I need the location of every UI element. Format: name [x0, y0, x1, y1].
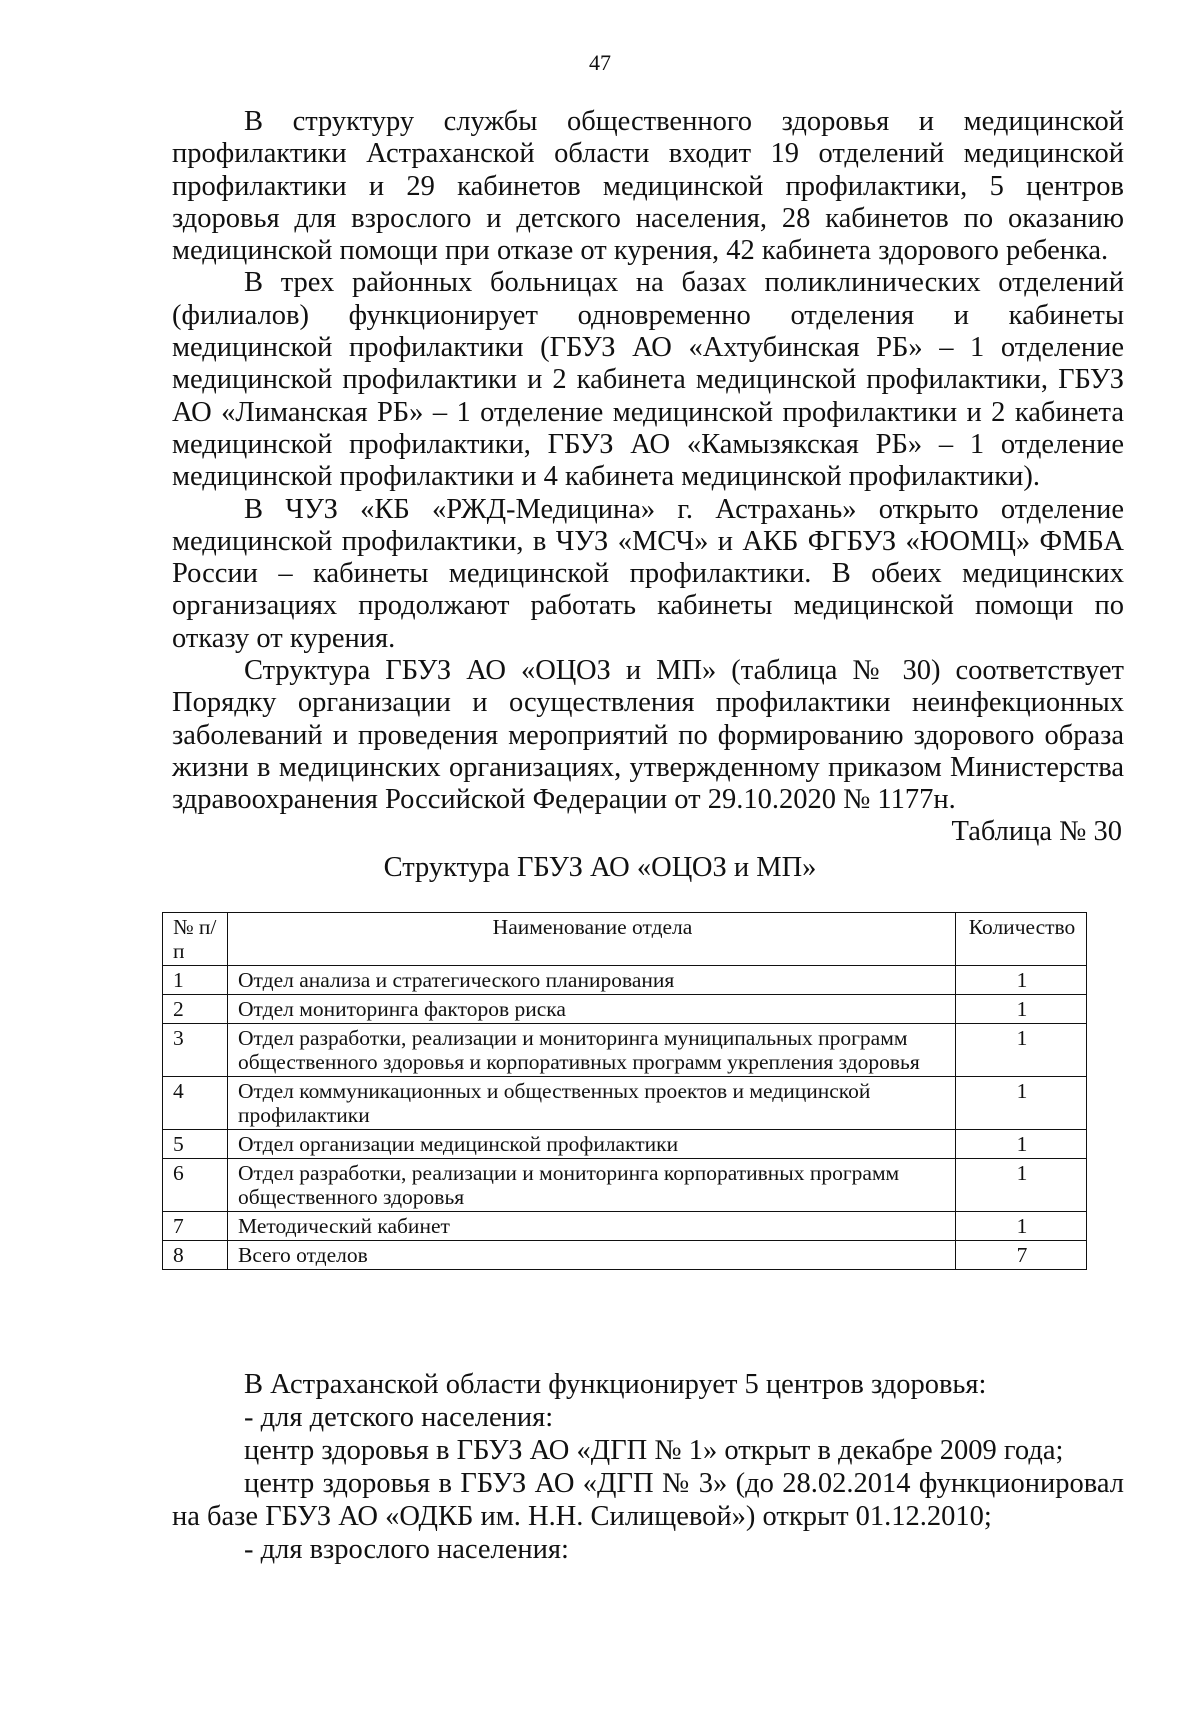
row-num: 6 — [163, 1159, 228, 1212]
table-row-total — [163, 1241, 1087, 1270]
paragraph-children-heading: - для детского населения: — [244, 1402, 554, 1433]
paragraph-health-centers: В Астраханской области функционирует 5 центров здоровья: — [244, 1369, 987, 1400]
row-num: 4 — [163, 1077, 228, 1130]
header-name: Наименование отдела — [228, 913, 956, 966]
paragraph-center-structure: Структура ГБУЗ АО «ОЦОЗ и МП» (таблица № 30) соответствует Порядку организации и осуществления профилактики неинфекционных заболеваний и проведения мероприятий по формированию здорового образа жизни в медицинских организациях, утвержденному приказом Министерства здравоохранения Российской Федерации от 29.10.2020 № 1177н. — [172, 655, 1124, 816]
row-name: Отдел разработки, реализации и мониторинга корпоративных программ общественного здоровья — [228, 1159, 956, 1212]
table-label: Таблица № 30 — [951, 816, 1122, 847]
row-num: 1 — [163, 966, 228, 995]
body-text — [172, 106, 1124, 817]
header-qty: Количество — [956, 913, 1087, 966]
paragraph-structure: В структуру службы общественного здоровья и медицинской профилактики Астраханской области входит 19 отделений медицинской профилактики и 29 кабинетов медицинской профилактики, 5 центров здоровья для взрослого и детского населения, 28 кабинетов по оказанию медицинской помощи при отказе от курения, 42 кабинета здорового ребенка. — [172, 106, 1124, 267]
row-num: 8 — [163, 1241, 228, 1270]
row-num: 2 — [163, 995, 228, 1024]
row-qty: 1 — [956, 1159, 1087, 1212]
table-header-row — [163, 913, 1087, 966]
table-row — [163, 1024, 1087, 1077]
paragraph-district-hospitals: В трех районных больницах на базах поликлинических отделений (филиалов) функционирует одновременно отделения и кабинеты медицинской профилактики (ГБУЗ АО «Ахтубинская РБ» – 1 отделение медицинской профилактики и 2 кабинета медицинской профилактики, ГБУЗ АО «Лиманская РБ» – 1 отделение медицинской профилактики и 2 кабинета медицинской профилактики, ГБУЗ АО «Камызякская РБ» – 1 отделение медицинской профилактики и 4 кабинета медицинской профилактики). — [172, 267, 1124, 493]
paragraph-adults-heading: - для взрослого населения: — [244, 1534, 569, 1565]
row-qty: 1 — [956, 1024, 1087, 1077]
row-name: Отдел коммуникационных и общественных проектов и медицинской профилактики — [228, 1077, 956, 1130]
row-qty: 1 — [956, 1212, 1087, 1241]
row-qty: 1 — [956, 995, 1087, 1024]
structure-table — [162, 912, 1087, 1270]
row-qty: 7 — [956, 1241, 1087, 1270]
paragraph-dgp1: центр здоровья в ГБУЗ АО «ДГП № 1» открыт в декабре 2009 года; — [244, 1435, 1064, 1466]
row-name: Отдел мониторинга факторов риска — [228, 995, 956, 1024]
table-row — [163, 995, 1087, 1024]
row-num: 3 — [163, 1024, 228, 1077]
table-row — [163, 1212, 1087, 1241]
row-num: 5 — [163, 1130, 228, 1159]
paragraph-private-clinics: В ЧУЗ «КБ «РЖД-Медицина» г. Астрахань» открыто отделение медицинской профилактики, в ЧУЗ «МСЧ» и АКБ ФГБУЗ «ЮОМЦ» ФМБА России – кабинеты медицинской профилактики. В обеих медицинских организациях продолжают работать кабинеты медицинской помощи по отказу от курения. — [172, 493, 1124, 654]
table-row — [163, 1077, 1087, 1130]
row-name: Отдел организации медицинской профилактики — [228, 1130, 956, 1159]
row-name: Отдел анализа и стратегического планирования — [228, 966, 956, 995]
page-number: 47 — [589, 50, 611, 75]
paragraph-dgp3: центр здоровья в ГБУЗ АО «ДГП № 3» (до 28.02.2014 функционировал на базе ГБУЗ АО «ОДКБ им. Н.Н. Силищевой») открыт 01.12.2010; — [172, 1468, 1124, 1532]
row-qty: 1 — [956, 966, 1087, 995]
header-num: № п/п — [163, 913, 228, 966]
table-row — [163, 1159, 1087, 1212]
row-qty: 1 — [956, 1130, 1087, 1159]
row-name: Отдел разработки, реализации и мониторинга муниципальных программ общественного здоровья и корпоративных программ укрепления здоровья — [228, 1024, 956, 1077]
row-num: 7 — [163, 1212, 228, 1241]
row-name: Методический кабинет — [228, 1212, 956, 1241]
bottom-text — [172, 1368, 1124, 1566]
table-title: Структура ГБУЗ АО «ОЦОЗ и МП» — [383, 852, 817, 883]
row-name: Всего отделов — [228, 1241, 956, 1270]
row-qty: 1 — [956, 1077, 1087, 1130]
table-row — [163, 966, 1087, 995]
table-row — [163, 1130, 1087, 1159]
